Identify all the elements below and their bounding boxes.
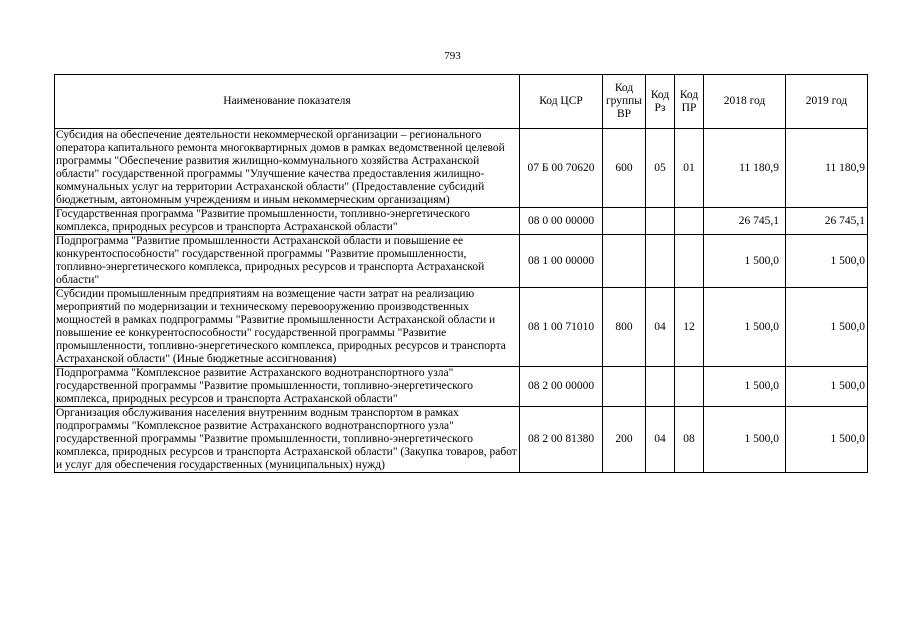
table-row xyxy=(55,235,868,288)
row-pr: 01 xyxy=(675,129,704,208)
row-name: Организация обслуживания населения внутренним водным транспортом в рамках подпрограммы "Комплексное развитие Астраханского воднотранспортного узла" государственной программы "Развитие промышленности, топливно-энергетического комплекса, природных ресурсов и транспорта Астраханской области" (Закупка товаров, работ и услуг для обеспечения государственных (муниципальных) нужд) xyxy=(55,407,520,473)
table-row xyxy=(55,288,868,367)
header-2018: 2018 год xyxy=(704,75,786,129)
header-rz: Код Рз xyxy=(646,75,675,129)
row-pr: 08 xyxy=(675,407,704,473)
row-pr xyxy=(675,235,704,288)
row-2019: 1 500,0 xyxy=(786,288,868,367)
row-name: Субсидия на обеспечение деятельности некоммерческой организации – регионального оператора капитального ремонта многоквартирных домов в рамках ведомственной целевой программы "Обеспечение развития жилищно-коммунального хозяйства Астраханской области" государственной программы "Улучшение качества предоставления жилищно-коммунальных услуг на территории Астраханской области" (Предоставление субсидий бюджетным, автономным учреждениям и иным некоммерческим организациям) xyxy=(55,129,520,208)
row-name: Государственная программа "Развитие промышленности, топливно-энергетического комплекса, природных ресурсов и транспорта Астраханской области" xyxy=(55,208,520,235)
row-rz xyxy=(646,235,675,288)
row-2019: 1 500,0 xyxy=(786,367,868,407)
row-2019: 26 745,1 xyxy=(786,208,868,235)
table-header-row xyxy=(55,75,868,129)
row-2018: 1 500,0 xyxy=(704,367,786,407)
table-row xyxy=(55,129,868,208)
row-rz xyxy=(646,208,675,235)
row-csr: 08 1 00 71010 xyxy=(520,288,603,367)
row-pr: 12 xyxy=(675,288,704,367)
row-vr: 800 xyxy=(603,288,646,367)
row-2019: 1 500,0 xyxy=(786,235,868,288)
row-rz: 04 xyxy=(646,407,675,473)
row-2018: 1 500,0 xyxy=(704,288,786,367)
header-csr: Код ЦСР xyxy=(520,75,603,129)
row-2018: 11 180,9 xyxy=(704,129,786,208)
table-row xyxy=(55,208,868,235)
header-vr: Код группы ВР xyxy=(603,75,646,129)
row-rz xyxy=(646,367,675,407)
row-2018: 1 500,0 xyxy=(704,407,786,473)
row-csr: 08 1 00 00000 xyxy=(520,235,603,288)
header-pr: Код ПР xyxy=(675,75,704,129)
row-2019: 1 500,0 xyxy=(786,407,868,473)
header-2019: 2019 год xyxy=(786,75,868,129)
row-name: Подпрограмма "Развитие промышленности Астраханской области и повышение ее конкурентоспособности" государственной программы "Развитие промышленности, топливно-энергетического комплекса, природных ресурсов и транспорта Астраханской области" xyxy=(55,235,520,288)
row-name: Субсидии промышленным предприятиям на возмещение части затрат на реализацию мероприятий по модернизации и техническому перевооружению производственных мощностей в рамках подпрограммы "Развитие промышленности Астраханской области и повышение ее конкурентоспособности" государственной программы "Развитие промышленности, топливно-энергетического комплекса, природных ресурсов и транспорта Астраханской области" (Иные бюджетные ассигнования) xyxy=(55,288,520,367)
row-csr: 08 2 00 00000 xyxy=(520,367,603,407)
row-name: Подпрограмма "Комплексное развитие Астраханского воднотранспортного узла" государственной программы "Развитие промышленности, топливно-энергетического комплекса, природных ресурсов и транспорта Астраханской области" xyxy=(55,367,520,407)
row-csr: 07 Б 00 70620 xyxy=(520,129,603,208)
row-2018: 1 500,0 xyxy=(704,235,786,288)
table-row xyxy=(55,367,868,407)
header-name: Наименование показателя xyxy=(55,75,520,129)
row-pr xyxy=(675,367,704,407)
row-vr: 600 xyxy=(603,129,646,208)
row-rz: 04 xyxy=(646,288,675,367)
table-row xyxy=(55,407,868,473)
row-2019: 11 180,9 xyxy=(786,129,868,208)
row-2018: 26 745,1 xyxy=(704,208,786,235)
row-pr xyxy=(675,208,704,235)
page-number: 793 xyxy=(444,50,461,62)
row-csr: 08 0 00 00000 xyxy=(520,208,603,235)
row-vr xyxy=(603,367,646,407)
row-rz: 05 xyxy=(646,129,675,208)
row-csr: 08 2 00 81380 xyxy=(520,407,603,473)
row-vr xyxy=(603,235,646,288)
budget-table xyxy=(54,74,868,473)
row-vr xyxy=(603,208,646,235)
row-vr: 200 xyxy=(603,407,646,473)
